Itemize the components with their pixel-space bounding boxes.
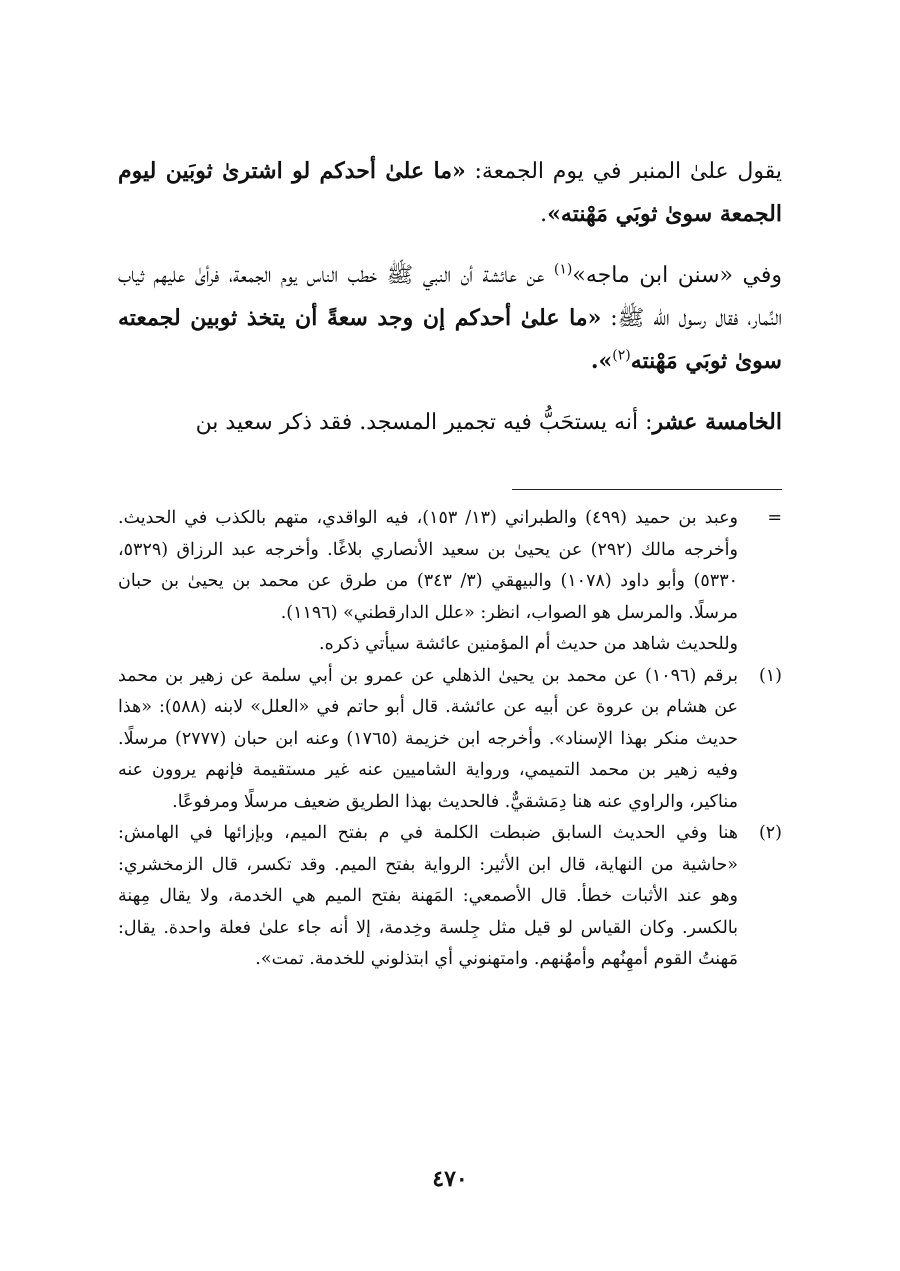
paragraph-2: [118, 254, 782, 383]
main-text: [118, 150, 782, 462]
section-heading-fifteenth: الخامسة عشر: [652, 409, 782, 435]
footnote-2: [118, 818, 782, 976]
footnote-marker: (١): [758, 665, 782, 686]
footnote-ref-2[interactable]: (٢): [612, 347, 631, 364]
footnote-text: برقم (١٠٩٦) عن محمد بن يحيىٰ الذهلي عن عمرو بن أبي سلمة عن زهير بن محمد عن هشام بن عروة عن أبيه عن عائشة. قال أبو حاتم في «العلل» لابنه (٥٨٨): «هذا حديث منكر بهذا الإسناد». وأخرجه ابن خزيمة (١٧٦٥) وعنه ابن حبان (٢٧٧٧) مرسلًا. وفيه زهير بن محمد التميمي، ورواية الشاميين عنه غير مستقيمة فإنهم يروون عنه مناكير، والراوي عنه هنا دِمَشقيٌّ. فالحديث بهذا الطريق ضعيف مرسلًا ومرفوعًا.: [118, 665, 738, 812]
footnote-1: [118, 661, 782, 819]
p1-end: .: [540, 202, 548, 227]
footnote-marker: (٢): [758, 823, 782, 843]
paragraph-1: [118, 150, 782, 236]
p3-text: : أنه يستحَبُّ فيه تجمير المسجد. فقد ذكر سعيد بن: [195, 410, 653, 435]
p2-text-middle: عن عائشة أن النبي ﷺ خطب الناس يوم الجمعة، فرأىٰ عليهم ثياب النِّمار، فقال رسول الله ﷺ:: [118, 263, 783, 331]
p2-hadith-quote: «ما علىٰ أحدكم إن وجد سعةً أن يتخذ ثوبين لجمعته سوىٰ ثوبَي مَهْنته: [118, 305, 782, 374]
footnote-ref-1[interactable]: (١): [553, 261, 573, 278]
footnote-continuation-text: وعبد بن حميد (٤٩٩) والطبراني (١٣/ ١٥٣)، فيه الواقدي، متهم بالكذب في الحديث. وأخرجه مالك (٢٩٢) عن يحيىٰ بن سعيد الأنصاري بلاغًا. وأخرجه عبد الرزاق (٥٣٢٩، ٥٣٣٠) وأبو داود (١٠٧٨) والبيهقي (٣/ ٣٤٣) من طرق عن محمد بن يحيىٰ بن حبان مرسلًا. والمرسل هو الصواب، انظر: «علل الدارقطني» (١١٩٦).: [118, 508, 738, 623]
p2-text-start: وفي «سنن ابن ماجه»: [572, 263, 783, 288]
footnote-continuation: [118, 503, 782, 661]
page-number: ٤٧٠: [432, 1166, 468, 1192]
footnote-separator: [512, 489, 782, 490]
p2-end: ».: [590, 348, 613, 374]
paragraph-3: [118, 401, 782, 444]
p1-hadith-quote: «ما علىٰ أحدكم لو اشترىٰ ثوبَين ليوم الجمعة سوىٰ ثوبَي مَهْنته»: [118, 158, 782, 227]
footnote-text: هنا وفي الحديث السابق ضبطت الكلمة في م بفتح الميم، وبإزائها في الهامش: «حاشية من النهاية، قال ابن الأثير: الرواية بفتح الميم. وقد تكسر، قال الزمخشري: وهو عند الأثبات خطأ. قال الأصمعي: المَهنة بفتح الميم هي الخدمة، ولا يقال مِهنة بالكسر. وكان القياس لو قيل مثل جِلسة وخِدمة، إلا أنه جاء علىٰ فعلة واحدة. يقال: مَهنتُ القوم أمهِنُهم وأمهُنهم. وامتهنوني أي ابتذلوني للخدمة. تمت».: [118, 823, 738, 969]
footnote-continuation-marker: =: [767, 508, 782, 528]
footnotes: [118, 503, 782, 976]
p1-text: يقول علىٰ المنبر في يوم الجمعة:: [465, 159, 782, 184]
footnote-continuation-text: وللحديث شاهد من حديث أم المؤمنين عائشة سيأتي ذكره.: [319, 634, 738, 654]
